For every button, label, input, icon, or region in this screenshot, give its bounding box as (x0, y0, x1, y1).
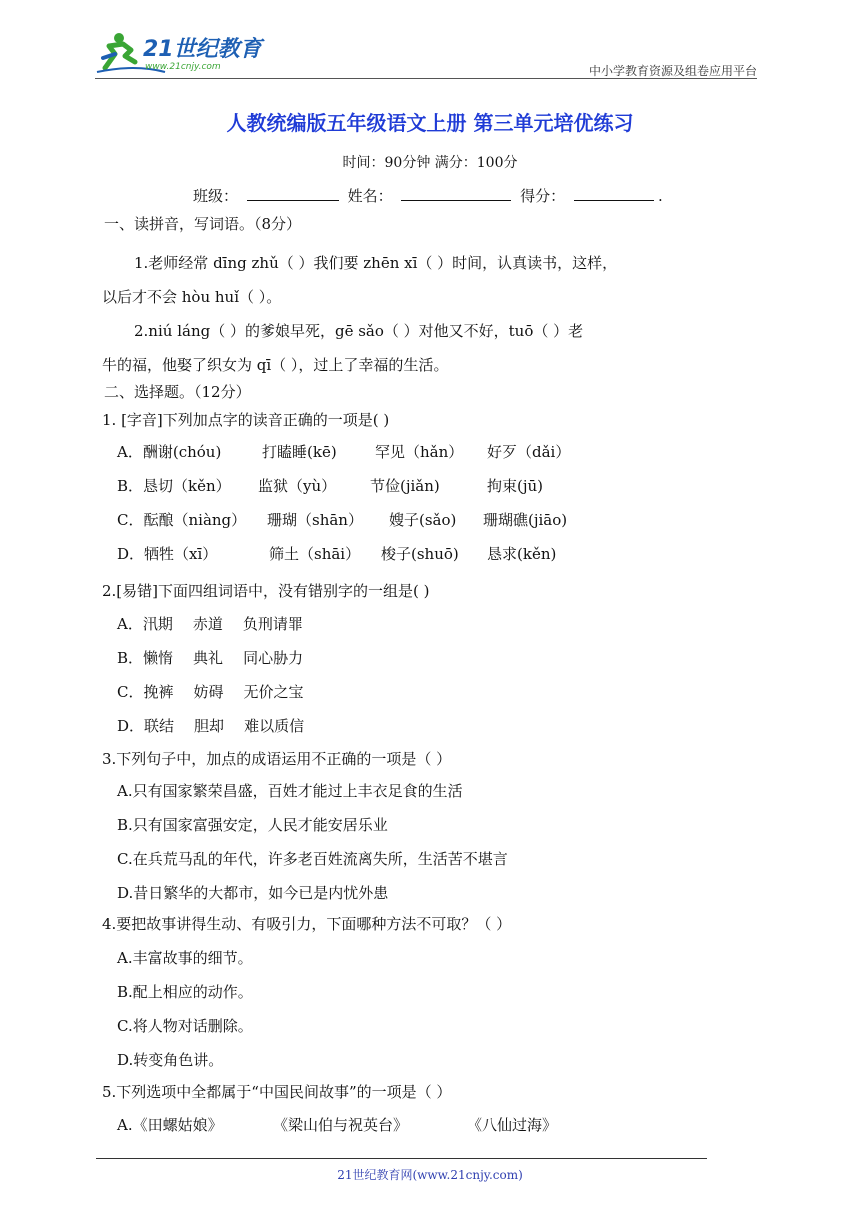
s2-q4-option-d[interactable]: D.转变角色讲。 (117, 1051, 224, 1069)
section1-heading: 一、读拼音，写词语。（8分） (104, 215, 302, 233)
s2-q5-option-a[interactable]: A.《田螺姑娘》 《梁山伯与祝英台》 《八仙过海》 (117, 1116, 558, 1134)
s2-q4-option-c[interactable]: C.将人物对话删除。 (117, 1017, 253, 1035)
logo-text: 21世纪教育 (143, 37, 262, 62)
name-blank[interactable] (401, 186, 511, 201)
logo-url: www.21cnjy.com (145, 62, 221, 72)
s2-q3-stem: 3.下列句子中，加点的成语运用不正确的一项是（ ） (102, 750, 452, 768)
s2-q1-option-a[interactable]: A．酬谢(chóu) 打瞌睡(kē) 罕见（hǎn） 好歹（dǎi） (117, 443, 571, 461)
s2-q3-option-d[interactable]: D.昔日繁华的大都市，如今已是内忧外患 (117, 884, 389, 902)
s1-q1-line2: 以后才不会 hòu huǐ（ ）。 (102, 288, 282, 306)
s2-q2-option-b[interactable]: B．懒惰 典礼 同心胁力 (117, 649, 304, 667)
s2-q1-option-d[interactable]: D．牺牲（xī） 筛土（shāi） 梭子(shuō) 恳求(kěn) (117, 545, 557, 563)
site-logo (95, 28, 260, 78)
s1-q2-line2: 牛的福，他娶了织女为 qī（ ），过上了幸福的生活。 (102, 356, 449, 374)
s2-q1-option-c[interactable]: C．酝酿（niàng） 珊瑚（shān） 嫂子(sǎo) 珊瑚礁(jiāo) (117, 511, 568, 529)
student-info-line (193, 185, 663, 206)
s2-q3-option-a[interactable]: A.只有国家繁荣昌盛，百姓才能过上丰衣足食的生活 (117, 782, 463, 800)
s2-q3-option-b[interactable]: B.只有国家富强安定，人民才能安居乐业 (117, 816, 388, 834)
s2-q2-option-d[interactable]: D．联结 胆却 难以质信 (117, 717, 305, 735)
class-label: 班级： (193, 187, 239, 205)
s2-q2-option-c[interactable]: C．挽裤 妨碍 无价之宝 (117, 683, 304, 701)
info-end: . (657, 187, 663, 205)
name-label: 姓名： (347, 187, 393, 205)
s2-q2-option-a[interactable]: A．汛期 赤道 负刑请罪 (117, 615, 303, 633)
s2-q4-stem: 4.要把故事讲得生动、有吸引力，下面哪种方法不可取？（ ） (102, 915, 512, 933)
page-title: 人教统编版五年级语文上册 第三单元培优练习 (226, 111, 634, 135)
score-blank[interactable] (574, 186, 654, 201)
class-blank[interactable] (247, 186, 339, 201)
header-divider (95, 78, 757, 79)
s2-q5-stem: 5.下列选项中全都属于“中国民间故事”的一项是（ ） (102, 1083, 452, 1101)
s2-q2-stem: 2.[易错]下面四组词语中，没有错别字的一组是( ) (102, 582, 430, 600)
s2-q1-option-b[interactable]: B．恳切（kěn） 监狱（yù） 节俭(jiǎn) 拘束(jū) (117, 477, 544, 495)
s2-q4-option-a[interactable]: A.丰富故事的细节。 (117, 949, 253, 967)
exam-time-score: 时间：90分钟 满分：100分 (342, 155, 518, 171)
footer-source: 21世纪教育网(www.21cnjy.com) (337, 1168, 523, 1182)
section2-heading: 二、选择题。（12分） (104, 383, 251, 401)
score-label: 得分： (520, 187, 566, 205)
footer-divider (96, 1158, 707, 1159)
s1-q1-line1: 1.老师经常 dīng zhǔ（ ）我们要 zhēn xī（ ）时间，认真读书，这样， (134, 254, 618, 272)
header-platform-text: 中小学教育资源及组卷应用平台 (588, 64, 757, 78)
s2-q4-option-b[interactable]: B.配上相应的动作。 (117, 983, 253, 1001)
s2-q1-stem: 1. [字音]下列加点字的读音正确的一项是( ) (102, 411, 390, 429)
s1-q2-line1: 2.niú láng（ ）的爹娘早死，gē sǎo（ ）对他又不好，tuō（ ）老 (134, 322, 584, 340)
s2-q3-option-c[interactable]: C.在兵荒马乱的年代，许多老百姓流离失所，生活苦不堪言 (117, 850, 508, 868)
